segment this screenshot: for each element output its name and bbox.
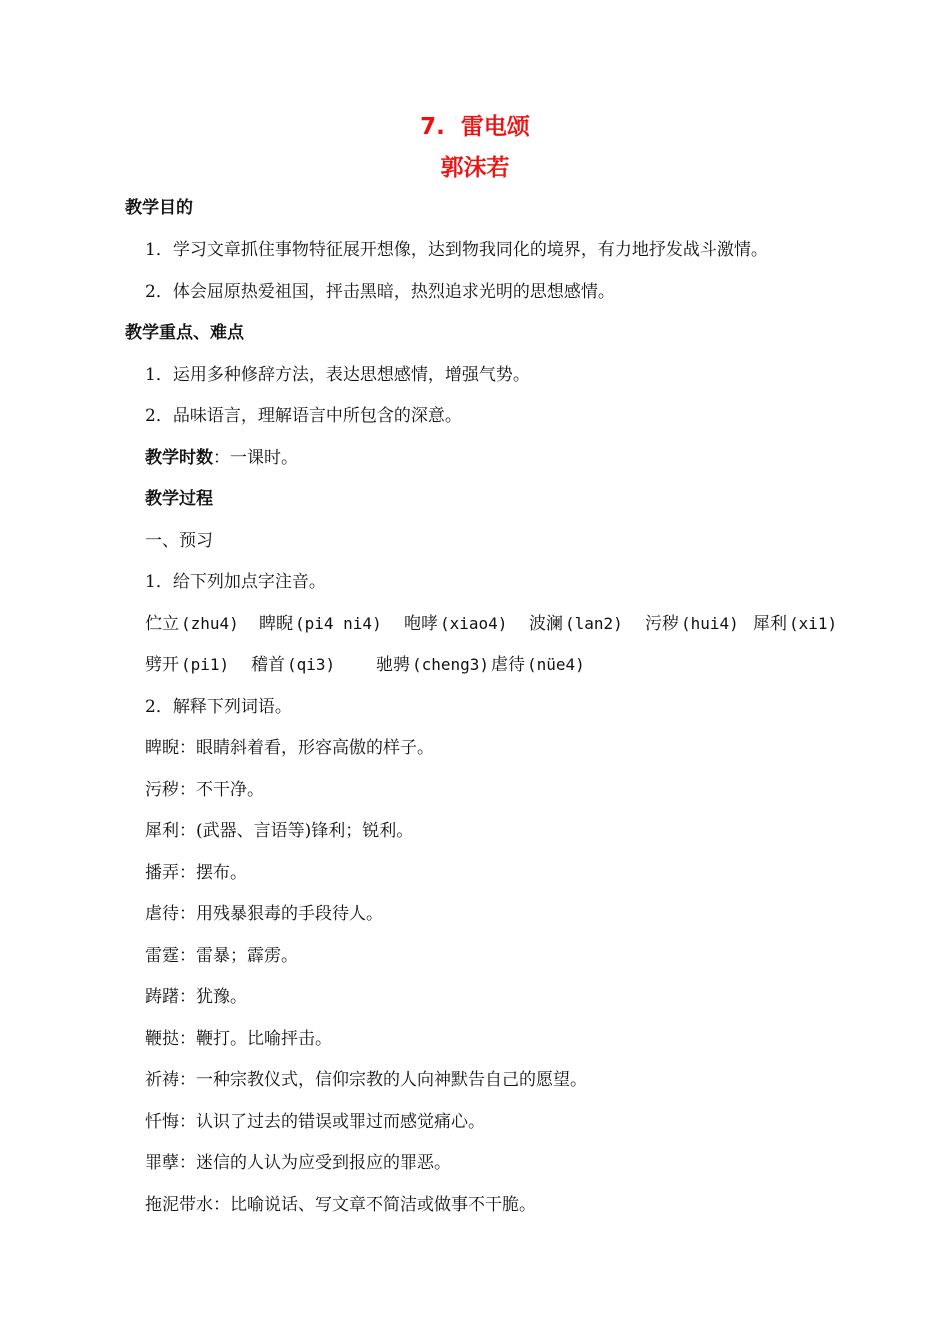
- lesson-title: 7. 雷电颂: [420, 114, 530, 140]
- pinyin-word: 伫立: [145, 614, 179, 634]
- pinyin-word: 污秽: [645, 614, 679, 634]
- pinyin-reading: (hui4): [681, 614, 739, 633]
- objective-item-1: 1．学习文章抓住事物特征展开想像，达到物我同化的境界，有力地抒发战斗激情。: [145, 240, 768, 260]
- section-preview: 一、预习: [145, 531, 213, 551]
- pinyin-reading: (lan2): [565, 614, 623, 633]
- pinyin-reading: (xi1): [789, 614, 838, 633]
- key-point-item-2: 2．品味语言，理解语言中所包含的深意。: [145, 406, 462, 426]
- pinyin-word: 波澜: [529, 614, 563, 634]
- pinyin-word: 犀利: [753, 614, 787, 634]
- pinyin-reading: (pi1): [181, 655, 230, 674]
- pinyin-word: 咆哮: [404, 614, 438, 634]
- definition-item: 罪孽：迷信的人认为应受到报应的罪恶。: [145, 1153, 451, 1173]
- definition-item: 犀利：(武器、言语等)锋利；锐利。: [145, 821, 414, 841]
- pinyin-word: 睥睨: [259, 614, 293, 634]
- teaching-hours-value: ：一课时。: [213, 448, 298, 468]
- teaching-hours-label: 教学时数: [145, 448, 213, 468]
- pinyin-reading: (qi3): [287, 655, 336, 674]
- process-heading: 教学过程: [145, 489, 213, 509]
- definition-item: 拖泥带水：比喻说话、写文章不简洁或做事不干脆。: [145, 1195, 536, 1215]
- pinyin-row-2: [145, 653, 845, 677]
- task-definitions: 2．解释下列词语。: [145, 697, 292, 717]
- teaching-hours: [145, 446, 298, 470]
- definition-item: 污秽：不干净。: [145, 780, 264, 800]
- author-name: 郭沫若: [440, 155, 510, 181]
- task-pinyin: 1．给下列加点字注音。: [145, 572, 326, 592]
- key-point-item-1: 1．运用多种修辞方法，表达思想感情，增强气势。: [145, 365, 530, 385]
- objectives-heading: 教学目的: [125, 198, 193, 218]
- definition-item: 雷霆：雷暴；霹雳。: [145, 946, 298, 966]
- pinyin-word: 稽首: [251, 655, 285, 675]
- pinyin-reading: (pi4 ni4): [295, 614, 382, 633]
- definition-item: 睥睨：眼睛斜着看，形容高傲的样子。: [145, 738, 434, 758]
- definition-item: 踌躇：犹豫。: [145, 987, 247, 1007]
- definition-item: 忏悔：认识了过去的错误或罪过而感觉痛心。: [145, 1112, 485, 1132]
- definition-item: 鞭挞：鞭打。比喻抨击。: [145, 1029, 332, 1049]
- pinyin-reading: (nüe4): [527, 655, 585, 674]
- objective-item-2: 2．体会屈原热爱祖国，抨击黑暗，热烈追求光明的思想感情。: [145, 282, 615, 302]
- pinyin-word: 驰骋: [376, 655, 410, 675]
- definition-item: 虐待：用残暴狠毒的手段待人。: [145, 904, 383, 924]
- pinyin-row-1: [145, 612, 845, 636]
- pinyin-reading: (cheng3): [412, 655, 490, 674]
- pinyin-word: 劈开: [145, 655, 179, 675]
- definition-item: 祈祷：一种宗教仪式，信仰宗教的人向神默告自己的愿望。: [145, 1070, 587, 1090]
- pinyin-reading: (zhu4): [181, 614, 239, 633]
- pinyin-word: 虐待: [491, 655, 525, 675]
- key-points-heading: 教学重点、难点: [125, 323, 244, 343]
- pinyin-reading: (xiao4): [440, 614, 508, 633]
- definition-item: 播弄：摆布。: [145, 863, 247, 883]
